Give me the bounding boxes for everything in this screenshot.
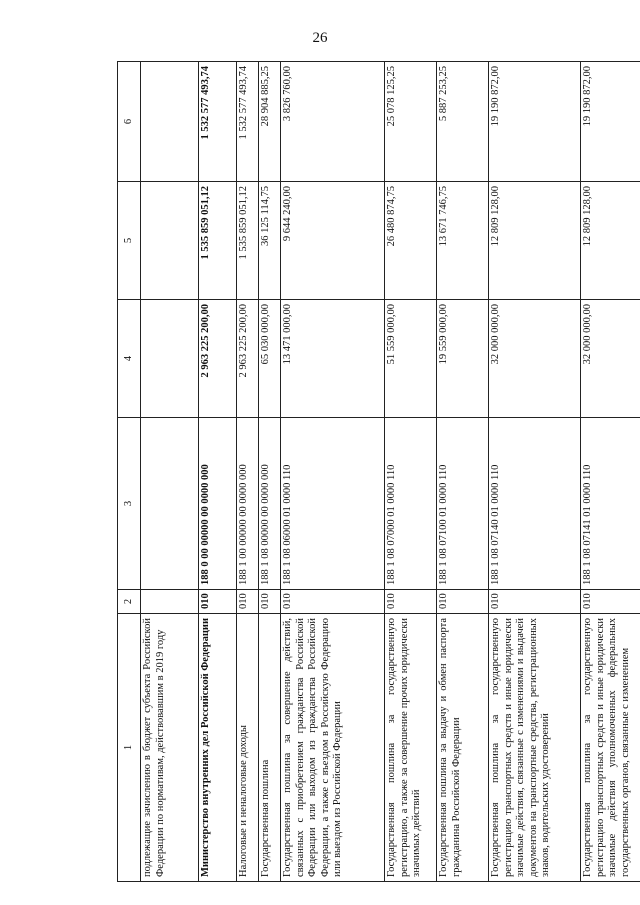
row-kbk-code: 188 1 08 07141 01 0000 110	[581, 418, 640, 590]
row-admin-code: 010	[199, 590, 237, 614]
row-name: подлежащие зачислению в бюджет субъекта Российской Федерации по нормативам, действовавшим в 2019 году	[141, 614, 199, 882]
row-value-6	[141, 62, 199, 182]
table-row	[199, 62, 237, 882]
row-kbk-code: 188 1 00 00000 00 0000 000	[237, 418, 259, 590]
row-kbk-code: 188 1 08 06000 01 0000 110	[281, 418, 385, 590]
row-admin-code: 010	[259, 590, 281, 614]
row-value-4: 2 963 225 200,00	[199, 300, 237, 418]
header-col-3: 3	[118, 418, 141, 590]
row-name: Государственная пошлина за выдачу и обмен паспорта гражданина Российской Федерации	[437, 614, 489, 882]
table-header-row	[118, 62, 141, 882]
row-value-5	[141, 182, 199, 300]
row-value-6: 3 826 760,00	[281, 62, 385, 182]
table-row	[437, 62, 489, 882]
row-kbk-code: 188 1 08 07100 01 0000 110	[437, 418, 489, 590]
row-name: Государственная пошлина	[259, 614, 281, 882]
row-value-5: 12 809 128,00	[489, 182, 581, 300]
row-name: Государственная пошлина за государственную регистрацию транспортных средств и иные юридически значимые действия, связанные с изменениями и выдачей документов на транспортные средства, регистрационных знаков, водительских удостоверений	[489, 614, 581, 882]
row-value-5: 1 535 859 051,12	[199, 182, 237, 300]
row-name: Министерство внутренних дел Российской Федерации	[199, 614, 237, 882]
table-row	[259, 62, 281, 882]
row-value-4: 19 559 000,00	[437, 300, 489, 418]
table-row	[281, 62, 385, 882]
row-value-5: 9 644 240,00	[281, 182, 385, 300]
table-row	[141, 62, 199, 882]
row-name: Государственная пошлина за совершение действий, связанных с приобретением гражданства Российской Федерации или выходом из гражданства Российской Федерации, а также с въездом в Российскую Федерацию или выездом из Российской Федерации	[281, 614, 385, 882]
row-admin-code: 010	[281, 590, 385, 614]
row-admin-code: 010	[385, 590, 437, 614]
row-name: Государственная пошлина за государственную регистрацию, а также за совершение прочих юридически значимых действий	[385, 614, 437, 882]
row-admin-code	[141, 590, 199, 614]
row-name: Налоговые и неналоговые доходы	[237, 614, 259, 882]
row-value-4: 51 559 000,00	[385, 300, 437, 418]
header-col-5: 5	[118, 182, 141, 300]
row-value-5: 1 535 859 051,12	[237, 182, 259, 300]
row-value-4: 13 471 000,00	[281, 300, 385, 418]
row-value-6: 5 887 253,25	[437, 62, 489, 182]
row-value-4	[141, 300, 199, 418]
header-col-4: 4	[118, 300, 141, 418]
row-value-5: 12 809 128,00	[581, 182, 640, 300]
row-admin-code: 010	[237, 590, 259, 614]
row-value-4: 32 000 000,00	[489, 300, 581, 418]
row-value-6: 25 078 125,25	[385, 62, 437, 182]
row-kbk-code: 188 1 08 07140 01 0000 110	[489, 418, 581, 590]
budget-table	[117, 61, 640, 882]
row-kbk-code: 188 1 08 00000 00 0000 000	[259, 418, 281, 590]
row-admin-code: 010	[489, 590, 581, 614]
row-name: Государственная пошлина за государственную регистрацию транспортных средств и иные юридически значимые действия уполномоченных федеральных государственных органов, связанные с изменением	[581, 614, 640, 882]
header-col-6: 6	[118, 62, 141, 182]
row-value-6: 28 904 885,25	[259, 62, 281, 182]
row-admin-code: 010	[581, 590, 640, 614]
row-value-6: 1 532 577 493,74	[199, 62, 237, 182]
row-value-4: 2 963 225 200,00	[237, 300, 259, 418]
table-row	[581, 62, 640, 882]
row-value-5: 36 125 114,75	[259, 182, 281, 300]
row-value-6: 19 190 872,00	[489, 62, 581, 182]
row-value-4: 65 030 000,00	[259, 300, 281, 418]
row-value-4: 32 000 000,00	[581, 300, 640, 418]
rotated-table-container	[117, 62, 631, 882]
page-number: 26	[312, 30, 328, 46]
row-admin-code: 010	[437, 590, 489, 614]
header-col-1: 1	[118, 614, 141, 882]
table-row	[237, 62, 259, 882]
header-col-2: 2	[118, 590, 141, 614]
row-kbk-code: 188 0 00 00000 00 0000 000	[199, 418, 237, 590]
table-row	[489, 62, 581, 882]
table-row	[385, 62, 437, 882]
row-kbk-code: 188 1 08 07000 01 0000 110	[385, 418, 437, 590]
row-value-6: 1 532 577 493,74	[237, 62, 259, 182]
row-kbk-code	[141, 418, 199, 590]
row-value-6: 19 190 872,00	[581, 62, 640, 182]
row-value-5: 13 671 746,75	[437, 182, 489, 300]
row-value-5: 26 480 874,75	[385, 182, 437, 300]
